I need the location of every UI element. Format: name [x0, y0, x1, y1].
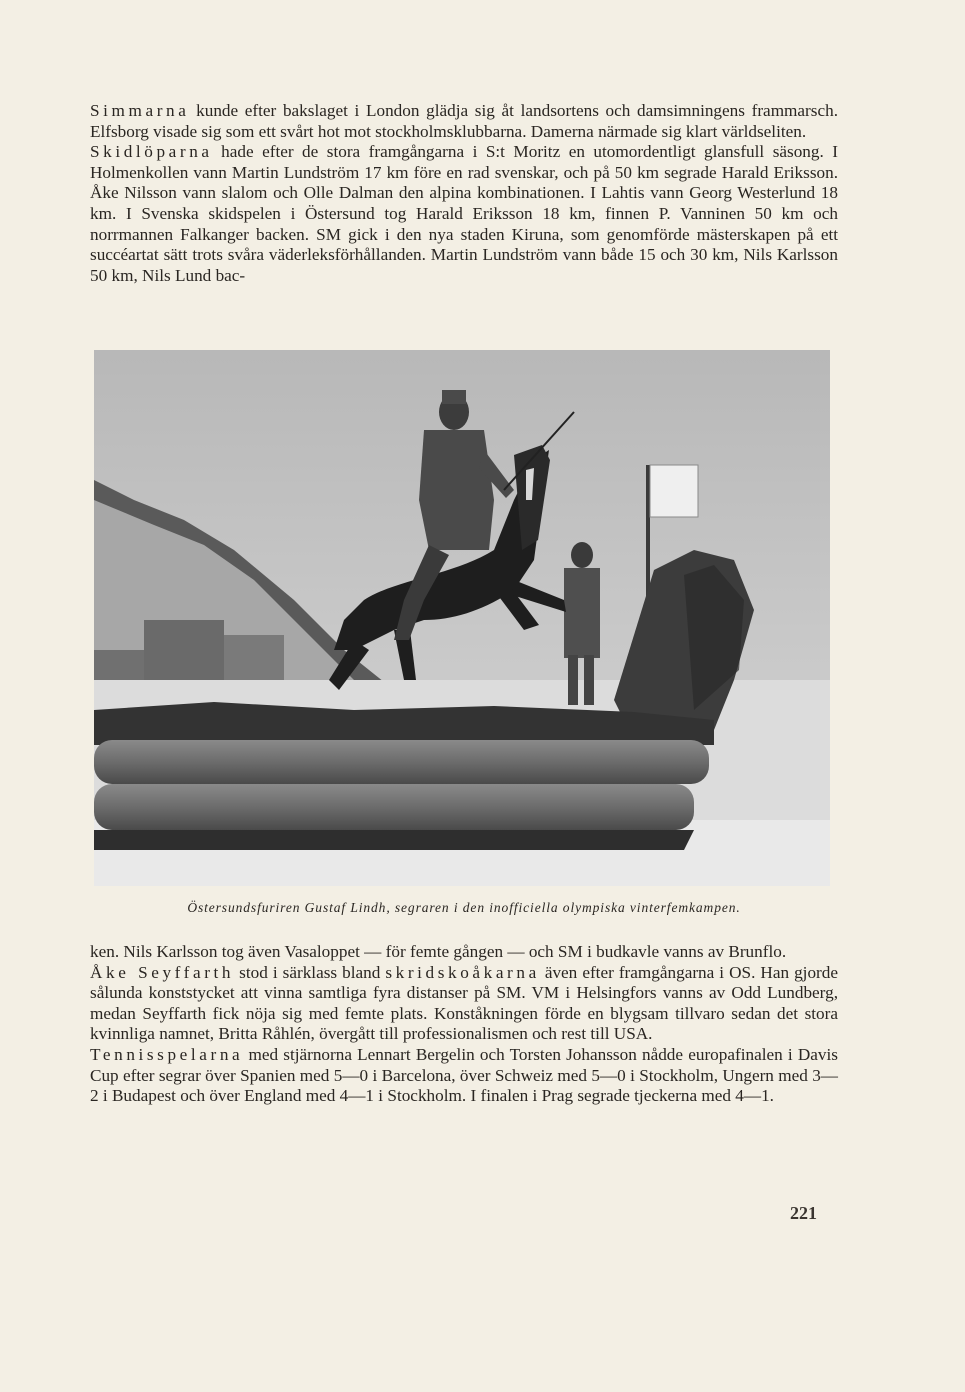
horse-rider-jumping-photo	[94, 350, 830, 886]
lead-word-tennisspelarna: Tennisspelarna	[90, 1044, 244, 1064]
lead-word-skidloparna: Skidlöparna	[90, 142, 213, 162]
paragraph-swimming-text: kunde efter bakslaget i London glädja sig åt landsortens och damsimningens frammarsch. Elfsborg visade sig som ett svårt hot mot stockholmsklubbarna. Damerna närmade sig klart världseliten.	[90, 101, 838, 141]
photo-caption: Östersundsfuriren Gustaf Lindh, segraren i den inofficiella olympiska vinterfemkampen.	[187, 900, 741, 915]
paragraph-tennis	[90, 1045, 838, 1107]
paragraph-skiing-text: hade efter de stora framgångarna i S:t Moritz en utomordentligt glansfull säsong. I Holmenkollen vann Martin Lundström 17 km före en rad svenskar, och på 50 km segrade Harald Eriksson. Åke Nilsson vann slalom och Olle Dalman den alpina kombinationen. I Lahtis vann Georg Westerlund 18 km. I Svenska skidspelen i Östersund tog Harald Eriksson 18 km, finnen P. Vanninen 50 km och norrmannen Falkanger backen. SM gick i den nya staden Kiruna, som genomförde mästerskapen på ett succéartat sätt trots svåra väderleksförhållanden. Martin Lundström vann både 15 och 30 km, Nils Karlsson 50 km, Nils Lund bac-	[90, 142, 838, 285]
paragraph-skating-text: även efter framgångarna i OS. Han gjorde sålunda konststycket att vinna samtliga fyra distanser på SM. VM i Helsingfors vanns av Odd Lundberg, medan Seyffarth fick nöja sig med femte plats. Konståkningen förde en blygsam tillvaro sedan det stora kvinnliga namnet, Britta Råhlén, övergått till professionalismen och rest till USA.	[90, 962, 838, 1044]
paragraph-tennis-text: med stjärnorna Lennart Bergelin och Torsten Johansson nådde europafinalen i Davis Cup efter segrar över Spanien med 5—0 i Barcelona, över Schweiz med 5—0 i Stockholm, Ungern med 3—2 i Budapest och över England med 4—1 i Stockholm. I finalen i Prag segrade tjeckerna med 4—1.	[90, 1044, 838, 1106]
paragraph-skiing-cont: ken. Nils Karlsson tog även Vasaloppet — för femte gången — och SM i budkavle vanns av Brunflo.	[90, 942, 787, 961]
page-number: 221	[790, 1203, 817, 1223]
text-block-bottom	[90, 942, 838, 1107]
lead-word-seyffarth: Åke Seyffarth	[90, 962, 235, 982]
text-block-top	[90, 101, 838, 286]
paragraph-swimming	[90, 101, 838, 142]
photo-rider-jumping	[94, 350, 830, 886]
lead-word-simmarna: Simmarna	[90, 101, 190, 120]
paragraph-skating-mid: stod i särklass bland	[234, 962, 386, 982]
lead-word-skridskoakarna: skridskoåkarna	[385, 962, 540, 982]
paragraph-skiing	[90, 142, 838, 286]
paragraph-skating	[90, 963, 838, 1045]
